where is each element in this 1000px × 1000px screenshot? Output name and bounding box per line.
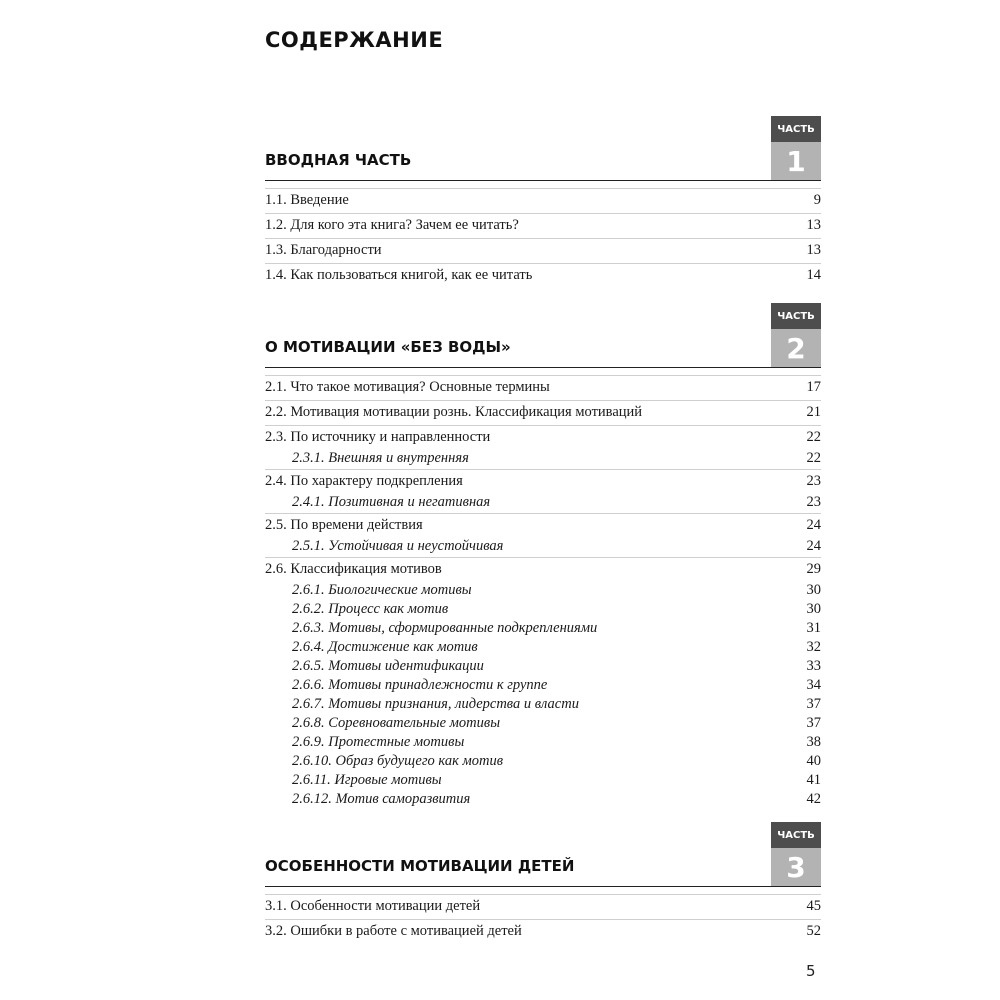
toc-subentry[interactable] — [265, 639, 821, 658]
toc-entry-page: 52 — [806, 923, 821, 939]
toc-entry-page: 34 — [806, 677, 821, 693]
part-title: ОСОБЕННОСТИ МОТИВАЦИИ ДЕТЕЙ — [265, 857, 575, 875]
toc-entry-title: 2.6.5. Мотивы идентификации — [292, 658, 484, 674]
toc-entry-page: 32 — [806, 639, 821, 655]
toc-entry-page: 30 — [806, 601, 821, 617]
toc-entry-page: 42 — [806, 791, 821, 807]
toc-subentry[interactable] — [265, 620, 821, 639]
toc-entry-title: 3.1. Особенности мотивации детей — [265, 898, 481, 914]
toc-entry[interactable] — [265, 919, 821, 944]
part-number: 3 — [771, 848, 821, 886]
toc-entry-page: 24 — [806, 538, 821, 554]
toc-entry-page: 23 — [806, 473, 821, 489]
toc-entry-page: 33 — [806, 658, 821, 674]
toc-entry-title: 2.6.8. Соревновательные мотивы — [292, 715, 501, 731]
part-divider — [265, 367, 821, 368]
toc-entry-title: 2.5. По времени действия — [265, 517, 423, 533]
part-entries — [265, 375, 821, 810]
toc-subentry[interactable] — [265, 658, 821, 677]
toc-entry-page: 37 — [806, 696, 821, 712]
part-number: 2 — [771, 329, 821, 367]
toc-entry[interactable] — [265, 238, 821, 263]
part-label: ЧАСТЬ — [771, 116, 821, 142]
toc-subentry[interactable] — [265, 734, 821, 753]
toc-subentry[interactable] — [265, 791, 821, 810]
toc-entry-title: 3.2. Ошибки в работе с мотивацией детей — [265, 923, 522, 939]
toc-entry[interactable] — [265, 213, 821, 238]
part-label: ЧАСТЬ — [771, 303, 821, 329]
toc-entry-title: 2.1. Что такое мотивация? Основные термины — [265, 379, 550, 395]
toc-entry-page: 22 — [806, 450, 821, 466]
toc-entry-title: 2.6.10. Образ будущего как мотив — [292, 753, 503, 769]
toc-subentry[interactable] — [265, 696, 821, 715]
toc-entry[interactable] — [265, 400, 821, 425]
toc-entry[interactable] — [265, 894, 821, 919]
toc-entry-title: 2.6.4. Достижение как мотив — [292, 639, 478, 655]
toc-entry-title: 2.6.6. Мотивы принадлежности к группе — [292, 677, 548, 693]
toc-entry-page: 22 — [806, 429, 821, 445]
toc-entry-title: 1.3. Благодарности — [265, 242, 382, 258]
toc-entry-page: 40 — [806, 753, 821, 769]
toc-entry-page: 29 — [806, 561, 821, 577]
toc-entry-title: 1.4. Как пользоваться книгой, как ее читать — [265, 267, 533, 283]
toc-entry[interactable] — [265, 425, 821, 450]
toc-entry-page: 17 — [806, 379, 821, 395]
toc-entry-page: 37 — [806, 715, 821, 731]
toc-entry-page: 45 — [806, 898, 821, 914]
toc-entry-page: 31 — [806, 620, 821, 636]
toc-subentry[interactable] — [265, 450, 821, 469]
toc-entry[interactable] — [265, 263, 821, 288]
page-number: 5 — [806, 962, 816, 980]
toc-subentry[interactable] — [265, 582, 821, 601]
toc-entry-title: 2.6.3. Мотивы, сформированные подкреплениями — [292, 620, 598, 636]
toc-entry-title: 2.2. Мотивация мотивации рознь. Классификация мотиваций — [265, 404, 643, 420]
part-entries — [265, 188, 821, 288]
toc-entry-title: 2.6.1. Биологические мотивы — [292, 582, 472, 598]
toc-entry-title: 2.6.7. Мотивы признания, лидерства и власти — [292, 696, 579, 712]
page-title: СОДЕРЖАНИЕ — [265, 28, 444, 52]
toc-entry-title: 2.3.1. Внешняя и внутренняя — [292, 450, 469, 466]
toc-entry-title: 2.4. По характеру подкрепления — [265, 473, 463, 489]
toc-entry-title: 2.6.2. Процесс как мотив — [292, 601, 449, 617]
toc-subentry[interactable] — [265, 494, 821, 513]
toc-entry-title: 2.6.12. Мотив саморазвития — [292, 791, 471, 807]
part-divider — [265, 180, 821, 181]
part-title: ВВОДНАЯ ЧАСТЬ — [265, 151, 412, 169]
toc-entry-page: 30 — [806, 582, 821, 598]
toc-subentry[interactable] — [265, 715, 821, 734]
toc-subentry[interactable] — [265, 538, 821, 557]
toc-entry[interactable] — [265, 375, 821, 400]
part-divider — [265, 886, 821, 887]
toc-entry[interactable] — [265, 469, 821, 494]
toc-subentry[interactable] — [265, 772, 821, 791]
toc-entry-page: 13 — [806, 242, 821, 258]
toc-entry-title: 2.6. Классификация мотивов — [265, 561, 442, 577]
toc-entry[interactable] — [265, 188, 821, 213]
toc-entry-page: 21 — [806, 404, 821, 420]
part-label: ЧАСТЬ — [771, 822, 821, 848]
toc-entry[interactable] — [265, 513, 821, 538]
toc-entry-title: 2.5.1. Устойчивая и неустойчивая — [292, 538, 504, 554]
toc-subentry[interactable] — [265, 753, 821, 772]
toc-subentry[interactable] — [265, 677, 821, 696]
toc-entry-page: 23 — [806, 494, 821, 510]
toc-entry-title: 2.3. По источнику и направленности — [265, 429, 491, 445]
toc-entry-page: 38 — [806, 734, 821, 750]
toc-entry-title: 2.6.9. Протестные мотивы — [292, 734, 465, 750]
toc-subentry[interactable] — [265, 601, 821, 620]
toc-entry-title: 1.1. Введение — [265, 192, 349, 208]
toc-entry[interactable] — [265, 557, 821, 582]
part-number: 1 — [771, 142, 821, 180]
toc-entry-page: 14 — [806, 267, 821, 283]
toc-entry-page: 13 — [806, 217, 821, 233]
toc-entry-page: 24 — [806, 517, 821, 533]
part-entries — [265, 894, 821, 944]
toc-entry-title: 2.4.1. Позитивная и негативная — [292, 494, 491, 510]
toc-entry-page: 41 — [806, 772, 821, 788]
part-title: О МОТИВАЦИИ «БЕЗ ВОДЫ» — [265, 338, 511, 356]
toc-entry-page: 9 — [813, 192, 821, 208]
toc-entry-title: 2.6.11. Игровые мотивы — [292, 772, 442, 788]
toc-entry-title: 1.2. Для кого эта книга? Зачем ее читать? — [265, 217, 519, 233]
